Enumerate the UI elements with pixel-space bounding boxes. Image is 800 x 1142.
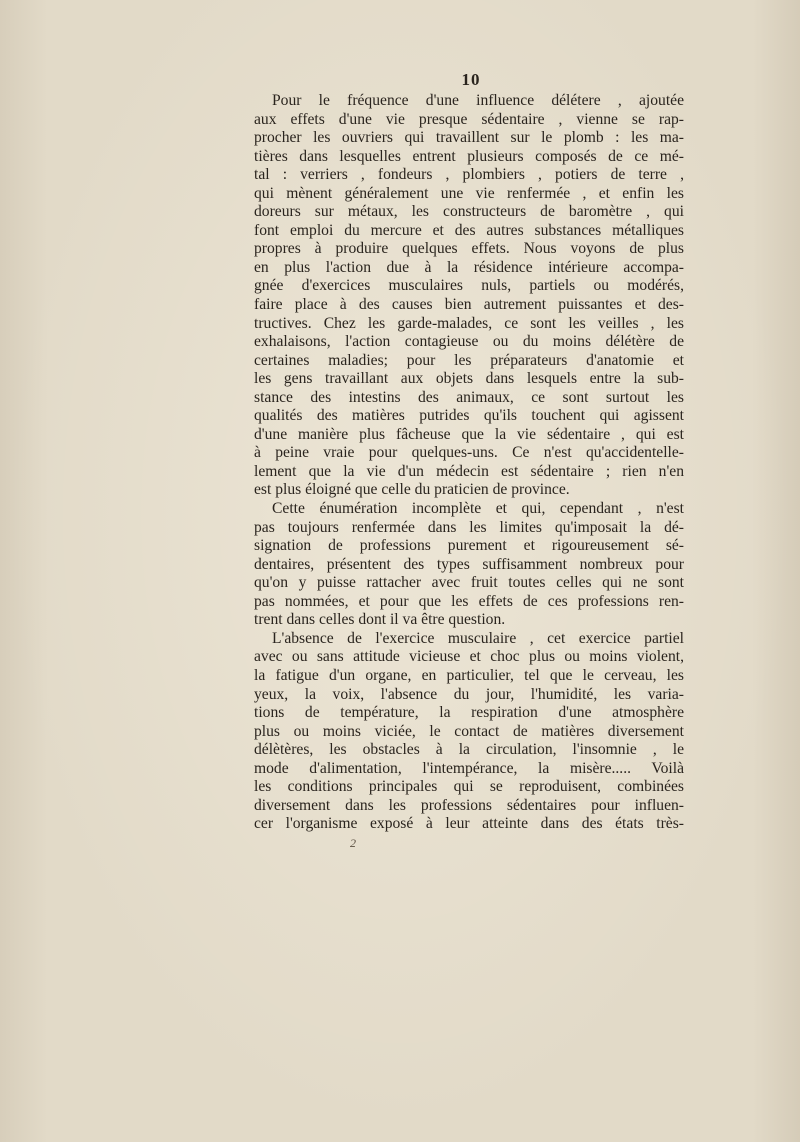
text-line: procher les ouvriers qui travaillent sur le plomb : les ma- bbox=[254, 129, 684, 147]
text-line: trent dans celles dont il va être question. bbox=[254, 611, 506, 629]
text-line: certaines maladies; pour les préparateurs d'anatomie et bbox=[254, 351, 684, 369]
text-line: en plus l'action due à la résidence intérieure accompa- bbox=[254, 258, 684, 276]
text-line: plus ou moins viciée, le contact de matières diversement bbox=[254, 722, 684, 740]
text-line: signation de professions purement et rigoureusement sé- bbox=[254, 537, 684, 555]
text-line: les gens travaillant aux objets dans lesquels entre la sub- bbox=[254, 370, 684, 388]
body-text bbox=[254, 92, 684, 834]
text-line: mode d'alimentation, l'intempérance, la misère..... Voilà bbox=[254, 759, 684, 777]
page-number: 10 bbox=[461, 70, 481, 89]
text-line: aux effets d'une vie presque sédentaire , vienne se rap- bbox=[254, 110, 684, 128]
signature-mark: 2 bbox=[350, 836, 356, 850]
text-line: est plus éloigné que celle du praticien de province. bbox=[254, 481, 570, 499]
text-line: tions de température, la respiration d'une atmosphère bbox=[254, 704, 684, 722]
text-line: cer l'organisme exposé à leur atteinte dans des états très- bbox=[254, 815, 684, 833]
text-line: diversement dans les professions sédentaires pour influen- bbox=[254, 796, 684, 814]
text-line: propres à produire quelques effets. Nous voyons de plus bbox=[254, 240, 684, 258]
text-line: font emploi du mercure et des autres substances métalliques bbox=[254, 221, 684, 239]
text-line: pas nommées, et pour que les effets de ces professions ren- bbox=[254, 592, 684, 610]
text-line: qu'on y puisse rattacher avec fruit toutes celles qui ne sont bbox=[254, 574, 684, 592]
text-line: tières dans lesquelles entrent plusieurs composés de ce mé- bbox=[254, 147, 684, 165]
text-line: faire place à des causes bien autrement puissantes et des- bbox=[254, 296, 684, 314]
text-line: gnée d'exercices musculaires nuls, partiels ou modérés, bbox=[254, 277, 684, 295]
text-line: tal : verriers , fondeurs , plombiers , potiers de terre , bbox=[254, 166, 684, 184]
text-line: délètères, les obstacles à la circulation, l'insomnie , le bbox=[254, 741, 684, 759]
text-line: d'une manière plus fâcheuse que la vie sédentaire , qui est bbox=[254, 425, 684, 443]
text-line: qui mènent généralement une vie renfermée , et enfin les bbox=[254, 184, 684, 202]
text-line: dentaires, présentent des types suffisamment nombreux pour bbox=[254, 555, 684, 573]
text-line: L'absence de l'exercice musculaire , cet exercice partiel bbox=[272, 629, 684, 647]
text-line: exhalaisons, l'action contagieuse ou du moins délétère de bbox=[254, 333, 684, 351]
text-line: Cette énumération incomplète et qui, cependant , n'est bbox=[272, 500, 684, 518]
text-line: doreurs sur métaux, les constructeurs de baromètre , qui bbox=[254, 203, 684, 221]
text-line: qualités des matières putrides qu'ils touchent qui agissent bbox=[254, 407, 684, 425]
text-line: la fatigue d'un organe, en particulier, tel que le cerveau, les bbox=[254, 666, 684, 684]
text-line: lement que la vie d'un médecin est sédentaire ; rien n'en bbox=[254, 462, 684, 480]
text-line: avec ou sans attitude vicieuse et choc plus ou moins violent, bbox=[254, 648, 684, 666]
text-line: yeux, la voix, l'absence du jour, l'humidité, les varia- bbox=[254, 685, 684, 703]
text-line: les conditions principales qui se reproduisent, combinées bbox=[254, 778, 684, 796]
text-line: Pour le fréquence d'une influence délétere , ajoutée bbox=[272, 92, 684, 109]
text-line: pas toujours renfermée dans les limites qu'imposait la dé- bbox=[254, 518, 684, 536]
text-line: stance des intestins des animaux, ce sont surtout les bbox=[254, 388, 684, 406]
text-line: tructives. Chez les garde-malades, ce sont les veilles , les bbox=[254, 314, 684, 332]
text-line: à peine vraie pour quelques-uns. Ce n'est qu'accidentelle- bbox=[254, 444, 684, 462]
